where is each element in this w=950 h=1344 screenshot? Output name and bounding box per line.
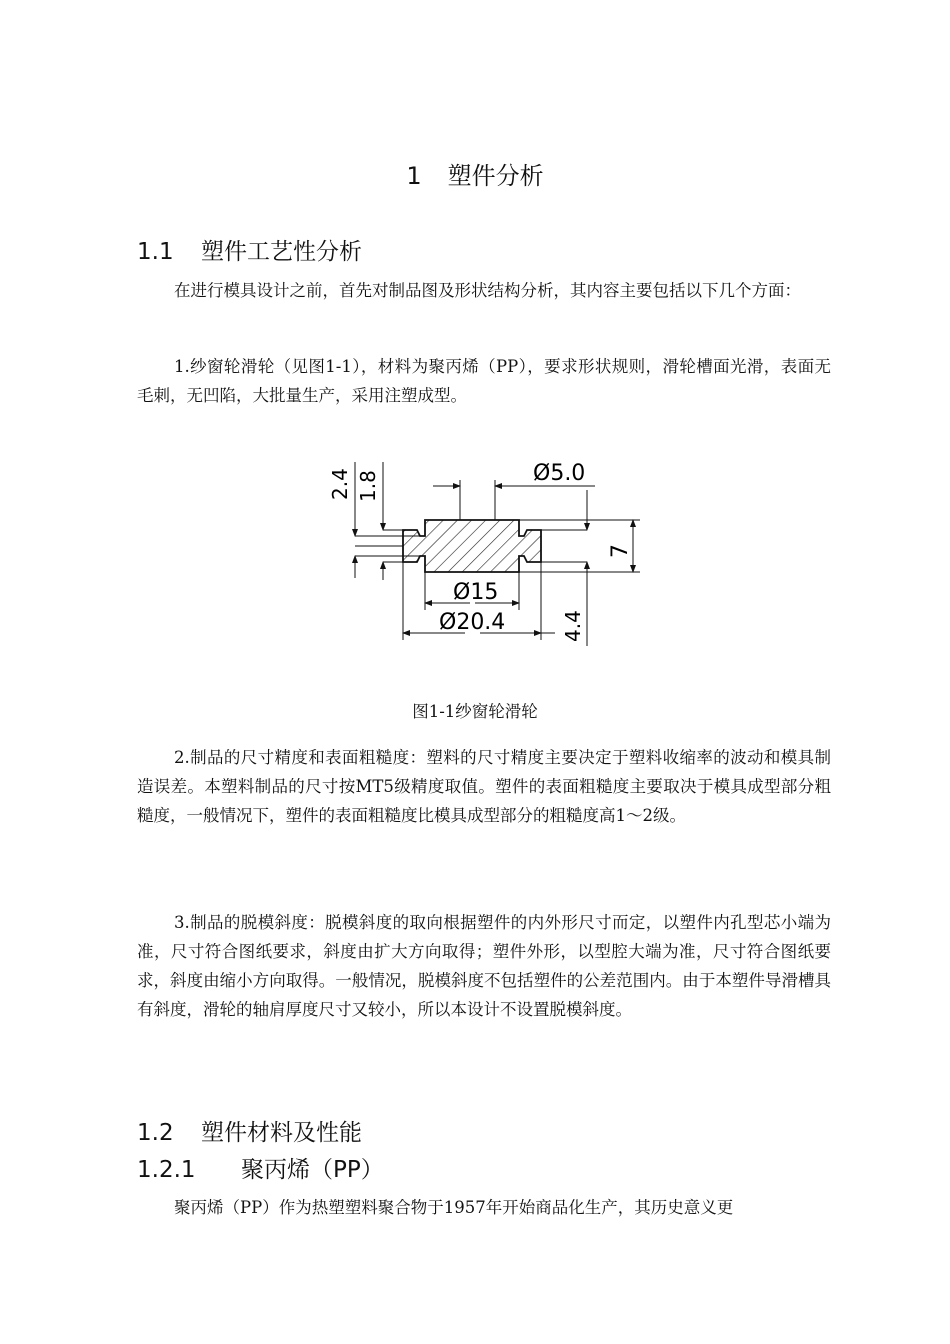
pulley-drawing-svg	[315, 450, 645, 650]
section-title: 塑件工艺性分析	[201, 239, 362, 265]
item-3-paragraph: 3.制品的脱模斜度：脱模斜度的取向根据塑件的内外形尺寸而定，以塑件内孔型芯小端为准，尺寸符合图纸要求，斜度由扩大方向取得；塑件外形，以型腔大端为准，尺寸符合图纸要求，斜度由缩小方向取得。一般情况，脱模斜度不包括塑件的公差范围内。由于本塑件导滑槽具有斜度，滑轮的轴肩厚度尺寸又较小，所以本设计不设置脱模斜度。	[137, 913, 831, 1019]
pp-paragraph: 聚丙烯（PP）作为热塑塑料聚合物于1957年开始商品化生产，其历史意义更	[174, 1198, 734, 1217]
dim-d20: Ø20.4	[439, 610, 506, 635]
dim-h44: 4.4	[561, 610, 585, 642]
chapter-title-text: 塑件分析	[447, 162, 544, 190]
dim-d5: Ø5.0	[533, 461, 586, 486]
section-number: 1.1	[137, 239, 174, 265]
dim-d15: Ø15	[453, 580, 499, 605]
item-1-paragraph: 1.纱窗轮滑轮（见图1-1），材料为聚丙烯（PP），要求形状规则，滑轮槽面光滑，表面无毛刺，无凹陷，大批量生产，采用注塑成型。	[137, 357, 831, 405]
pulley-drawing	[315, 450, 645, 650]
subsection-title: 聚丙烯（PP）	[241, 1157, 384, 1183]
dim-h7: 7	[608, 544, 633, 558]
section-heading-1-2	[137, 1118, 362, 1148]
section-number: 1.2	[137, 1120, 174, 1146]
section-heading-1-1	[137, 237, 362, 267]
dim-h18: 1.8	[356, 470, 380, 502]
chapter-title	[0, 160, 950, 192]
section-title: 塑件材料及性能	[201, 1120, 362, 1146]
figure-caption: 图1-1纱窗轮滑轮	[412, 702, 538, 721]
chapter-number: 1	[406, 162, 425, 190]
subsection-heading-1-2-1	[137, 1155, 384, 1185]
item-2-paragraph: 2.制品的尺寸精度和表面粗糙度：塑料的尺寸精度主要决定于塑料收缩率的波动和模具制造误差。本塑料制品的尺寸按MT5级精度取值。塑件的表面粗糙度主要取决于模具成型部分粗糙度，一般情况下，塑件的表面粗糙度比模具成型部分的粗糙度高1～2级。	[137, 748, 831, 825]
dim-h24: 2.4	[328, 468, 352, 500]
pulley-section	[403, 520, 541, 572]
subsection-number: 1.2.1	[137, 1157, 196, 1183]
intro-paragraph: 在进行模具设计之前，首先对制品图及形状结构分析，其内容主要包括以下几个方面：	[174, 281, 801, 300]
